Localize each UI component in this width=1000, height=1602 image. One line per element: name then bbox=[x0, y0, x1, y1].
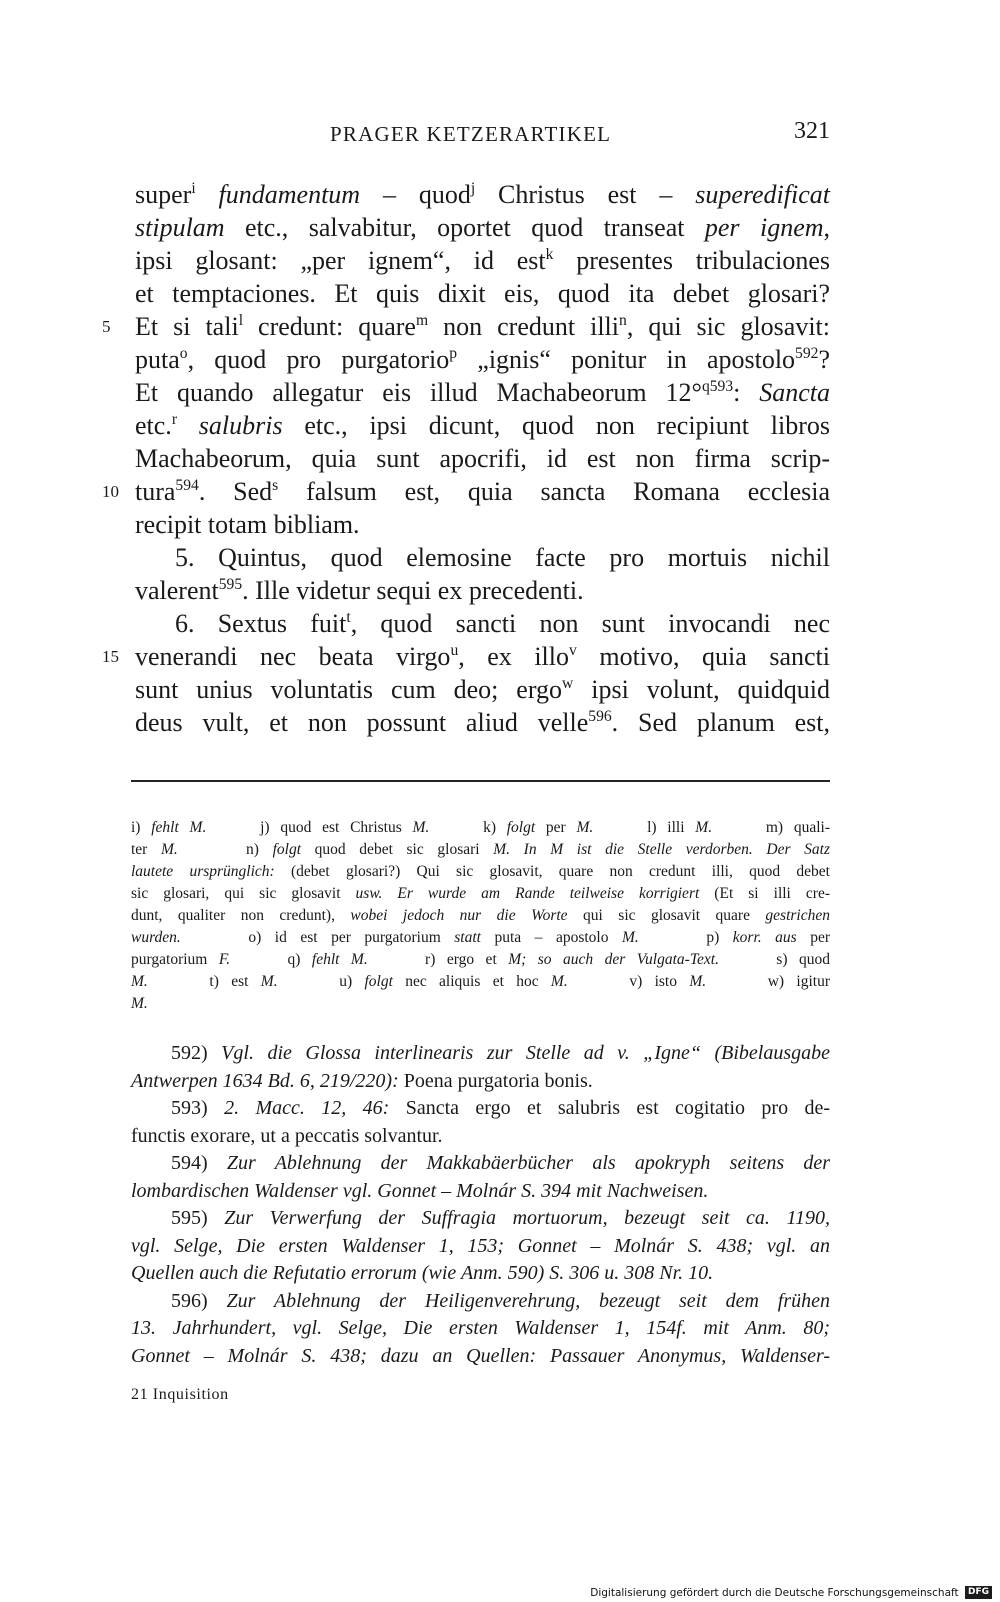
apparatus-line: M. t) est M. u) folgt nec aliquis et hoc M. v) isto M. w) igitur bbox=[131, 973, 831, 990]
text-line: 5 Et si tali$^l$ credunt: quare$^m$ non credunt illi$^n$, qui sic glosavit: bbox=[102, 311, 830, 341]
text-line: deus vult, et non possunt aliud velle$^{596}$. Sed planum est, bbox=[135, 707, 831, 737]
printer-signature: 21 Inquisition bbox=[131, 1386, 229, 1403]
apparatus-line: ter M. n) folgt quod debet sic glosari M. In M ist die Stelle verdorben. Der Satz bbox=[131, 841, 830, 858]
note-593: 593) 2. Macc. 12, 46: Sancta ergo et salubris est cogitatio pro de- functis exorare, ut a peccatis solvantur. bbox=[131, 1097, 831, 1147]
text-line: Et quando allegatur eis illud Machabeorum 12°$^{q593}$: Sancta bbox=[135, 377, 830, 407]
text-line: Machabeorum, quia sunt apocrifi, id est non firma scrip- bbox=[135, 444, 830, 473]
apparatus-line: wurden. o) id est per purgatorium statt puta – apostolo M. p) korr. aus per bbox=[131, 929, 830, 946]
commentary-notes bbox=[131, 1040, 830, 1370]
apparatus-line: M. bbox=[131, 995, 148, 1012]
text-line: valerent$^{595}$. Ille videtur sequi ex precedenti. bbox=[135, 575, 584, 605]
digitization-credit bbox=[590, 1586, 992, 1600]
text-line: 10 tura$^{594}$. Sed$^s$ falsum est, quia sancta Romana ecclesia bbox=[102, 476, 830, 506]
page-number: 321 bbox=[794, 118, 830, 144]
apparatus-line: purgatorium F. q) fehlt M. r) ergo et M; so auch der Vulgata-Text. s) quod bbox=[131, 951, 830, 968]
page-header bbox=[135, 118, 830, 152]
text-line: super$^i$ fundamentum – quod$^j$ Christus est – superedificat bbox=[135, 179, 830, 209]
text-line: sunt unius voluntatis cum deo; ergo$^w$ ipsi volunt, quidquid bbox=[135, 674, 830, 704]
note-594: 594) Zur Ablehnung der Makkabäerbücher als apokryph seitens der lombardischen Waldenser vgl. Gonnet – Molnár S. 394 mit Nachweisen. bbox=[131, 1152, 830, 1202]
main-text bbox=[102, 178, 831, 739]
margin-line-number: 10 bbox=[102, 482, 119, 501]
text-line: 5. Quintus, quod elemosine facte pro mortuis nichil bbox=[175, 543, 830, 572]
text-line: ipsi glosant: „per ignem“, id est$^k$ presentes tribulaciones bbox=[135, 245, 831, 275]
text-line: stipulam etc., salvabitur, oportet quod transeat per ignem, bbox=[135, 213, 831, 242]
text-line: recipit totam bibliam. bbox=[135, 510, 360, 539]
apparatus-line: dunt, qualiter non credunt), wobei jedoch nur die Worte qui sic glosavit quare gestrichen bbox=[131, 907, 830, 924]
critical-apparatus bbox=[131, 817, 830, 1015]
text-line: et temptaciones. Et quis dixit eis, quod ita debet glosari? bbox=[135, 279, 830, 308]
footnote-divider bbox=[131, 780, 830, 782]
running-title: PRAGER KETZERARTIKEL bbox=[330, 122, 612, 146]
margin-line-number: 15 bbox=[102, 647, 119, 666]
text-line: puta$^o$, quod pro purgatorio$^p$ „ignis“ ponitur in apostolo$^{592}$? bbox=[135, 344, 830, 374]
text-line: etc.$^r$ salubris etc., ipsi dicunt, quod non recipiunt libros bbox=[135, 410, 830, 440]
note-596: 596) Zur Ablehnung der Heiligenverehrung, bezeugt seit dem frühen 13. Jahrhundert, vgl. Selge, Die ersten Waldenser 1, 154f. mit Anm. 80; Gonnet – Molnár S. 438; dazu an Quellen: Passauer Anonymus, Waldenser- bbox=[131, 1289, 830, 1367]
apparatus-line: lautete ursprünglich: (debet glosari?) Qui sic glosavit, quare non credunt illi, quod debet bbox=[131, 863, 830, 880]
dfg-logo: DFG bbox=[965, 1586, 992, 1599]
note-592: 592) Vgl. die Glossa interlinearis zur Stelle ad v. „Igne“ (Bibelausgabe Antwerpen 1634 Bd. 6, 219/220): Poena purgatoria bonis. bbox=[131, 1042, 830, 1092]
apparatus-line: i) fehlt M. j) quod est Christus M. k) folgt per M. l) illi M. m) quali- bbox=[131, 819, 830, 836]
note-595: 595) Zur Verwerfung der Suffragia mortuorum, bezeugt seit ca. 1190, vgl. Selge, Die ersten Waldenser 1, 153; Gonnet – Molnár S. 438; vgl. an Quellen auch die Refutatio errorum (wie Anm. 590) S. 306 u. 308 Nr. 10. bbox=[131, 1207, 830, 1284]
margin-line-number: 5 bbox=[102, 317, 111, 336]
apparatus-line: sic glosari, qui sic glosavit usw. Er wurde am Rande teilweise korrigiert (Et si illi cre- bbox=[131, 885, 830, 902]
text-line: 15 venerandi nec beata virgo$^u$, ex illo$^v$ motivo, quia sancti bbox=[102, 641, 830, 671]
text-line: 6. Sextus fuit$^t$, quod sancti non sunt invocandi nec bbox=[175, 608, 830, 638]
credit-text: Digitalisierung gefördert durch die Deutsche Forschungsgemeinschaft bbox=[590, 1587, 959, 1599]
